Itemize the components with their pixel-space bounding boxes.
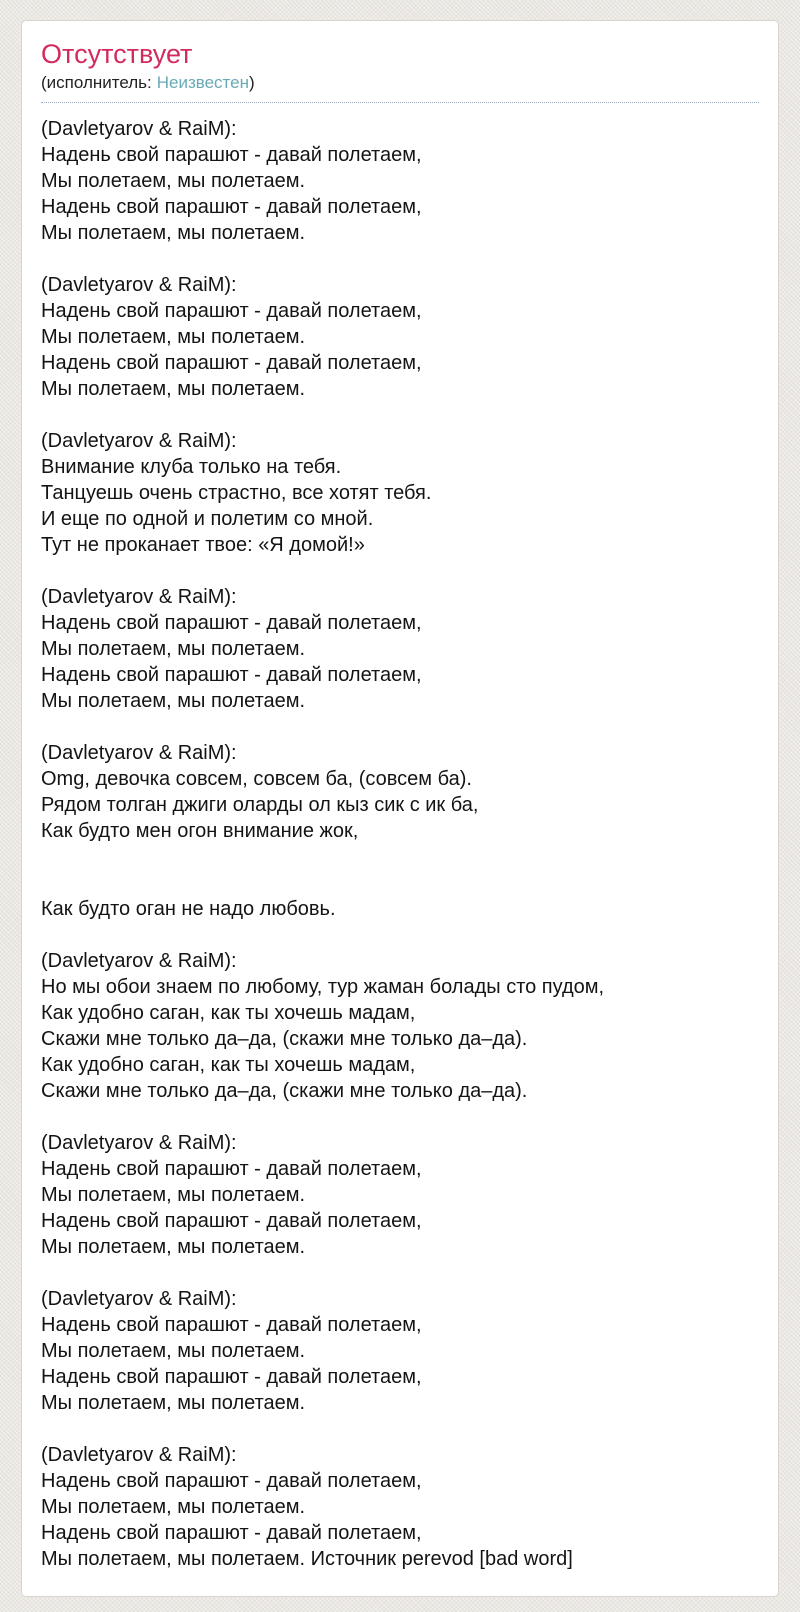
lyric-line: Надень свой парашют - давай полетаем, (41, 1210, 422, 1232)
lyric-line: (Davletyarov & RaiM): (41, 742, 237, 764)
lyric-line: (Davletyarov & RaiM): (41, 274, 237, 296)
lyric-line: Мы полетаем, мы полетаем. (41, 222, 306, 244)
lyric-line: Надень свой парашют - давай полетаем, (41, 612, 422, 634)
lyric-line: Мы полетаем, мы полетаем. (41, 1340, 306, 1362)
lyric-line: Мы полетаем, мы полетаем. (41, 1392, 306, 1414)
lyric-line: Скажи мне только да–да, (скажи мне только да–да). (41, 1028, 528, 1050)
lyric-line: Надень свой парашют - давай полетаем, (41, 1470, 422, 1492)
lyric-line: Танцуешь очень страстно, все хотят тебя. (41, 482, 432, 504)
lyric-line: Как будто мен огон внимание жок, (41, 820, 359, 842)
lyric-line: (Davletyarov & RaiM): (41, 1132, 237, 1154)
stanza (41, 1286, 759, 1416)
lyric-line: (Davletyarov & RaiM): (41, 1288, 237, 1310)
lyric-line: Мы полетаем, мы полетаем. (41, 326, 306, 348)
lyric-line: Надень свой парашют - давай полетаем, (41, 352, 422, 374)
lyric-line: (Davletyarov & RaiM): (41, 1444, 237, 1466)
page-title: Отсутствует (41, 39, 193, 69)
lyric-line: Как удобно саган, как ты хочешь мадам, (41, 1054, 416, 1076)
lyric-line: Мы полетаем, мы полетаем. (41, 170, 306, 192)
blank-line (41, 844, 759, 870)
lyric-line: Внимание клуба только на тебя. (41, 456, 342, 478)
blank-line (41, 870, 759, 896)
lyric-line: Тут не проканает твое: «Я домой!» (41, 534, 365, 556)
stanza (41, 1442, 759, 1572)
stanza (41, 272, 759, 402)
lyric-line: Надень свой парашют - давай полетаем, (41, 144, 422, 166)
lyric-line: Мы полетаем, мы полетаем. (41, 690, 306, 712)
content-card (21, 20, 779, 1597)
lyric-line: Как удобно саган, как ты хочешь мадам, (41, 1002, 416, 1024)
lyric-line: Надень свой парашют - давай полетаем, (41, 196, 422, 218)
lyric-line: Надень свой парашют - давай полетаем, (41, 1158, 422, 1180)
lyric-line: Скажи мне только да–да, (скажи мне только да–да). (41, 1080, 528, 1102)
lyric-line: Мы полетаем, мы полетаем. (41, 378, 306, 400)
lyric-line: Мы полетаем, мы полетаем. (41, 1184, 306, 1206)
stanza (41, 428, 759, 558)
lyric-line: Рядом толган джиги оларды ол кыз сик с ик ба, (41, 794, 479, 816)
lyric-line: Мы полетаем, мы полетаем. (41, 1236, 306, 1258)
lyric-line: Мы полетаем, мы полетаем. Источник perevod [bad word] (41, 1548, 573, 1570)
lyrics (41, 116, 759, 1572)
lyric-line: (Davletyarov & RaiM): (41, 586, 237, 608)
lyric-line: (Davletyarov & RaiM): (41, 950, 237, 972)
lyric-line: Мы полетаем, мы полетаем. (41, 1496, 306, 1518)
artist-link[interactable]: Неизвестен (156, 73, 249, 92)
subtitle-prefix: (исполнитель: (41, 73, 152, 92)
lyric-line: Как будто оган не надо любовь. (41, 898, 336, 920)
lyric-line: Omg, девочка совсем, совсем ба, (совсем ба). (41, 768, 472, 790)
stanza (41, 948, 759, 1104)
stanza (41, 584, 759, 714)
lyric-line: Надень свой парашют - давай полетаем, (41, 664, 422, 686)
lyric-line: Надень свой парашют - давай полетаем, (41, 1366, 422, 1388)
stanza (41, 740, 759, 922)
lyric-line: И еще по одной и полетим со мной. (41, 508, 374, 530)
lyric-line: Надень свой парашют - давай полетаем, (41, 1522, 422, 1544)
stanza (41, 1130, 759, 1260)
lyric-line: Надень свой парашют - давай полетаем, (41, 300, 422, 322)
lyric-line: (Davletyarov & RaiM): (41, 118, 237, 140)
subtitle-suffix: ) (249, 73, 255, 92)
lyric-line: Надень свой парашют - давай полетаем, (41, 1314, 422, 1336)
stanza (41, 116, 759, 246)
lyric-line: Мы полетаем, мы полетаем. (41, 638, 306, 660)
lyric-line: (Davletyarov & RaiM): (41, 430, 237, 452)
lyric-line: Но мы обои знаем по любому, тур жаман болады сто пудом, (41, 976, 605, 998)
artist-subtitle (41, 73, 759, 103)
